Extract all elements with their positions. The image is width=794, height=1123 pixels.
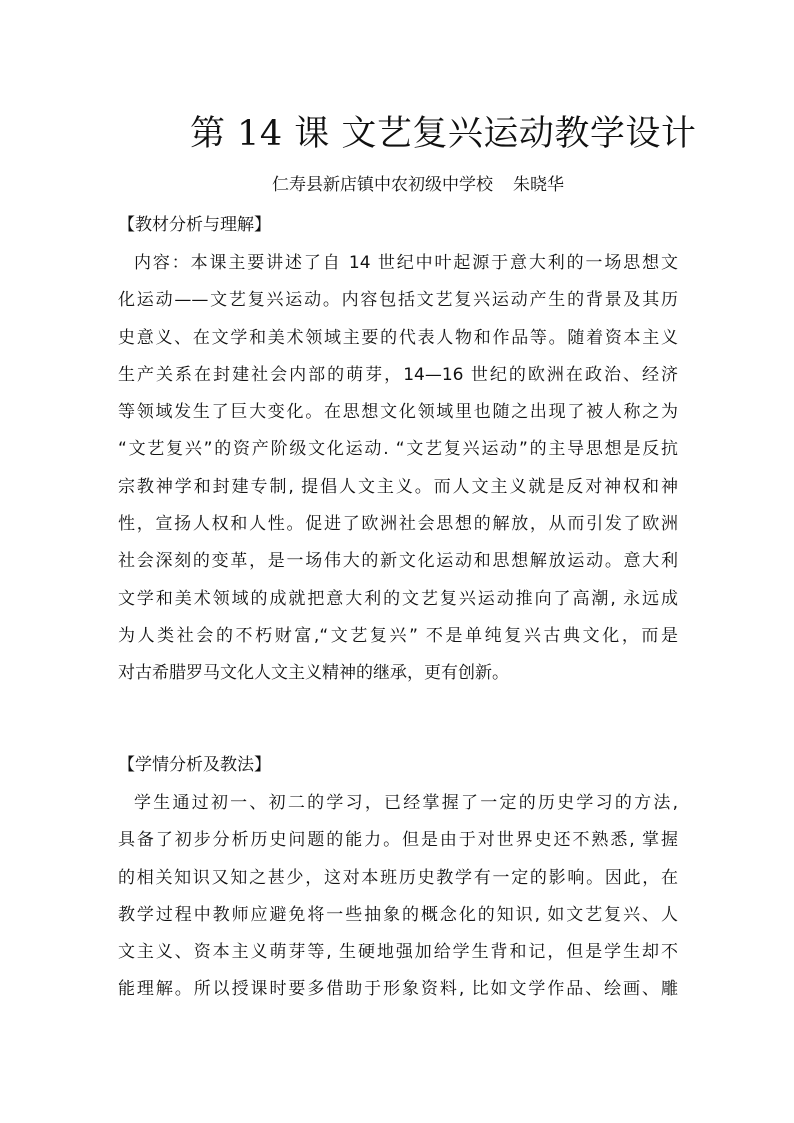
- document-title: 第 14 课 文艺复兴运动教学设计: [190, 114, 697, 154]
- paragraph-line: 能理解。所以授课时要多借助于形象资料, 比如文学作品、绘画、雕: [118, 979, 678, 1000]
- paragraph-line: 性，宣扬人权和人性。促进了欧洲社会思想的解放，从而引发了欧洲: [118, 514, 678, 535]
- section-heading-learner-analysis: 【学情分析及教法】: [118, 755, 271, 775]
- paragraph-line: 文学和美术领域的成就把意大利的文艺复兴运动推向了高潮, 永远成: [118, 588, 678, 609]
- school-name: 仁寿县新店镇中农初级中学校: [272, 175, 493, 195]
- paragraph-line: 具备了初步分析历史问题的能力。但是由于对世界史还不熟悉, 掌握: [118, 830, 678, 851]
- paragraph-line: “文艺复兴”的资产阶级文化运动. “文艺复兴运动”的主导思想是反抗: [118, 439, 678, 460]
- paragraph-line: 内容：本课主要讲述了自 14 世纪中叶起源于意大利的一场思想文: [134, 253, 678, 273]
- paragraph-line: 宗教神学和封建专制, 提倡人文主义。而人文主义就是反对神权和神: [118, 476, 678, 497]
- paragraph-line: 社会深刻的变革，是一场伟大的新文化运动和思想解放运动。意大利: [118, 551, 678, 572]
- section-heading-textbook-analysis: 【教材分析与理解】: [118, 215, 271, 235]
- paragraph-line: 对古希腊罗马文化人文主义精神的继承，更有创新。: [118, 663, 509, 684]
- paragraph-line: 为人类社会的不朽财富,“文艺复兴” 不是单纯复兴古典文化，而是: [118, 625, 678, 646]
- section-body-learner-analysis: [118, 785, 678, 1009]
- paragraph-line: 史意义、在文学和美术领域主要的代表人物和作品等。随着资本主义: [118, 327, 678, 348]
- paragraph-line: 的相关知识又知之甚少，这对本班历史教学有一定的影响。因此，在: [118, 867, 678, 888]
- byline: [272, 170, 564, 195]
- paragraph-line: 化运动——文艺复兴运动。内容包括文艺复兴运动产生的背景及其历: [118, 290, 678, 311]
- author-name: 朱晓华: [513, 175, 564, 195]
- paragraph-line: 文主义、资本主义萌芽等, 生硬地强加给学生背和记，但是学生却不: [118, 942, 678, 963]
- paragraph-line: 等领域发生了巨大变化。在思想文化领域里也随之出现了被人称之为: [118, 402, 678, 423]
- paragraph-line: 教学过程中教师应避免将一些抽象的概念化的知识, 如文艺复兴、人: [118, 904, 678, 925]
- paragraph-line: 生产关系在封建社会内部的萌芽，14—16 世纪的欧洲在政治、经济: [118, 364, 678, 385]
- section-body-textbook-analysis: [118, 245, 678, 693]
- paragraph-line: 学生通过初一、初二的学习，已经掌握了一定的历史学习的方法,: [134, 793, 678, 813]
